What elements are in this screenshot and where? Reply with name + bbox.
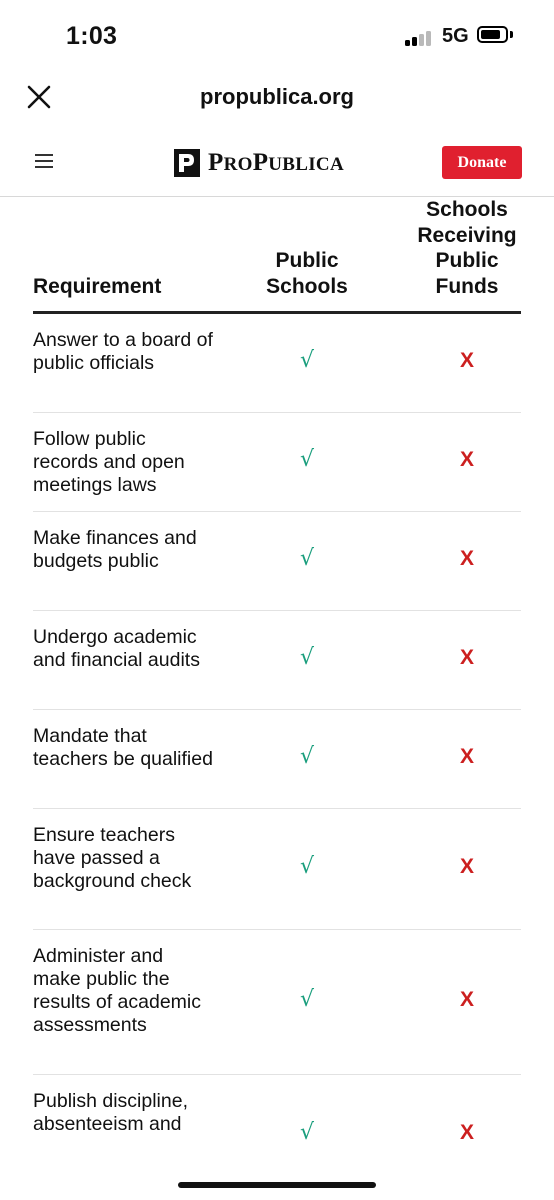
table-row bbox=[33, 611, 521, 710]
cross-icon: X bbox=[459, 349, 474, 372]
column-header-schools-receiving-public-funds: Schools Receiving Public Funds bbox=[417, 198, 517, 298]
cross-icon: X bbox=[459, 1121, 474, 1144]
table-row bbox=[33, 512, 521, 611]
cross-icon: X bbox=[459, 988, 474, 1011]
url-label[interactable]: propublica.org bbox=[200, 84, 354, 109]
column-header-public-schools: Public Schools bbox=[266, 249, 348, 298]
comparison-table bbox=[33, 197, 521, 1165]
battery-icon bbox=[477, 26, 508, 43]
table-row bbox=[33, 809, 521, 930]
table-header bbox=[33, 197, 521, 314]
requirement-cell: Administer and make public the results of academic assessments bbox=[33, 945, 201, 1036]
check-icon: √ bbox=[299, 854, 315, 879]
battery-nub bbox=[510, 31, 513, 38]
column-header-requirement: Requirement bbox=[33, 274, 162, 298]
requirement-cell: Undergo academic and financial audits bbox=[33, 626, 200, 671]
check-icon: √ bbox=[299, 348, 315, 373]
requirement-cell: Mandate that teachers be qualified bbox=[33, 725, 213, 770]
logo-text: PROPUBLICA bbox=[208, 149, 344, 176]
check-icon: √ bbox=[299, 447, 315, 472]
site-header bbox=[0, 130, 554, 197]
check-icon: √ bbox=[299, 744, 315, 769]
requirement-cell: Follow public records and open meetings laws bbox=[33, 428, 185, 496]
hamburger-menu-icon[interactable] bbox=[35, 154, 53, 168]
cross-icon: X bbox=[459, 855, 474, 878]
status-time: 1:03 bbox=[66, 22, 118, 50]
requirement-cell: Answer to a board of public officials bbox=[33, 329, 213, 374]
propublica-logo-mark-icon bbox=[174, 149, 200, 177]
check-icon: √ bbox=[299, 645, 315, 670]
requirement-cell: Make finances and budgets public bbox=[33, 527, 197, 572]
table-row bbox=[33, 1075, 521, 1165]
cellular-signal-icon bbox=[405, 30, 435, 46]
check-icon: √ bbox=[299, 546, 315, 571]
table-row bbox=[33, 314, 521, 413]
cross-icon: X bbox=[459, 745, 474, 768]
donate-button[interactable]: Donate bbox=[442, 146, 522, 179]
cross-icon: X bbox=[459, 547, 474, 570]
table-row bbox=[33, 710, 521, 809]
requirement-cell: Ensure teachers have passed a background check bbox=[33, 824, 192, 892]
check-icon: √ bbox=[299, 1120, 315, 1145]
table-row bbox=[33, 413, 521, 512]
check-icon: √ bbox=[299, 987, 315, 1012]
browser-bar bbox=[0, 72, 554, 128]
home-indicator[interactable] bbox=[178, 1182, 376, 1188]
cross-icon: X bbox=[459, 646, 474, 669]
cross-icon: X bbox=[459, 448, 474, 471]
status-bar bbox=[0, 0, 554, 70]
requirement-cell: Publish discipline, absenteeism and bbox=[33, 1090, 189, 1135]
propublica-logo[interactable] bbox=[174, 148, 344, 178]
network-type: 5G bbox=[442, 25, 469, 47]
table-row bbox=[33, 930, 521, 1075]
